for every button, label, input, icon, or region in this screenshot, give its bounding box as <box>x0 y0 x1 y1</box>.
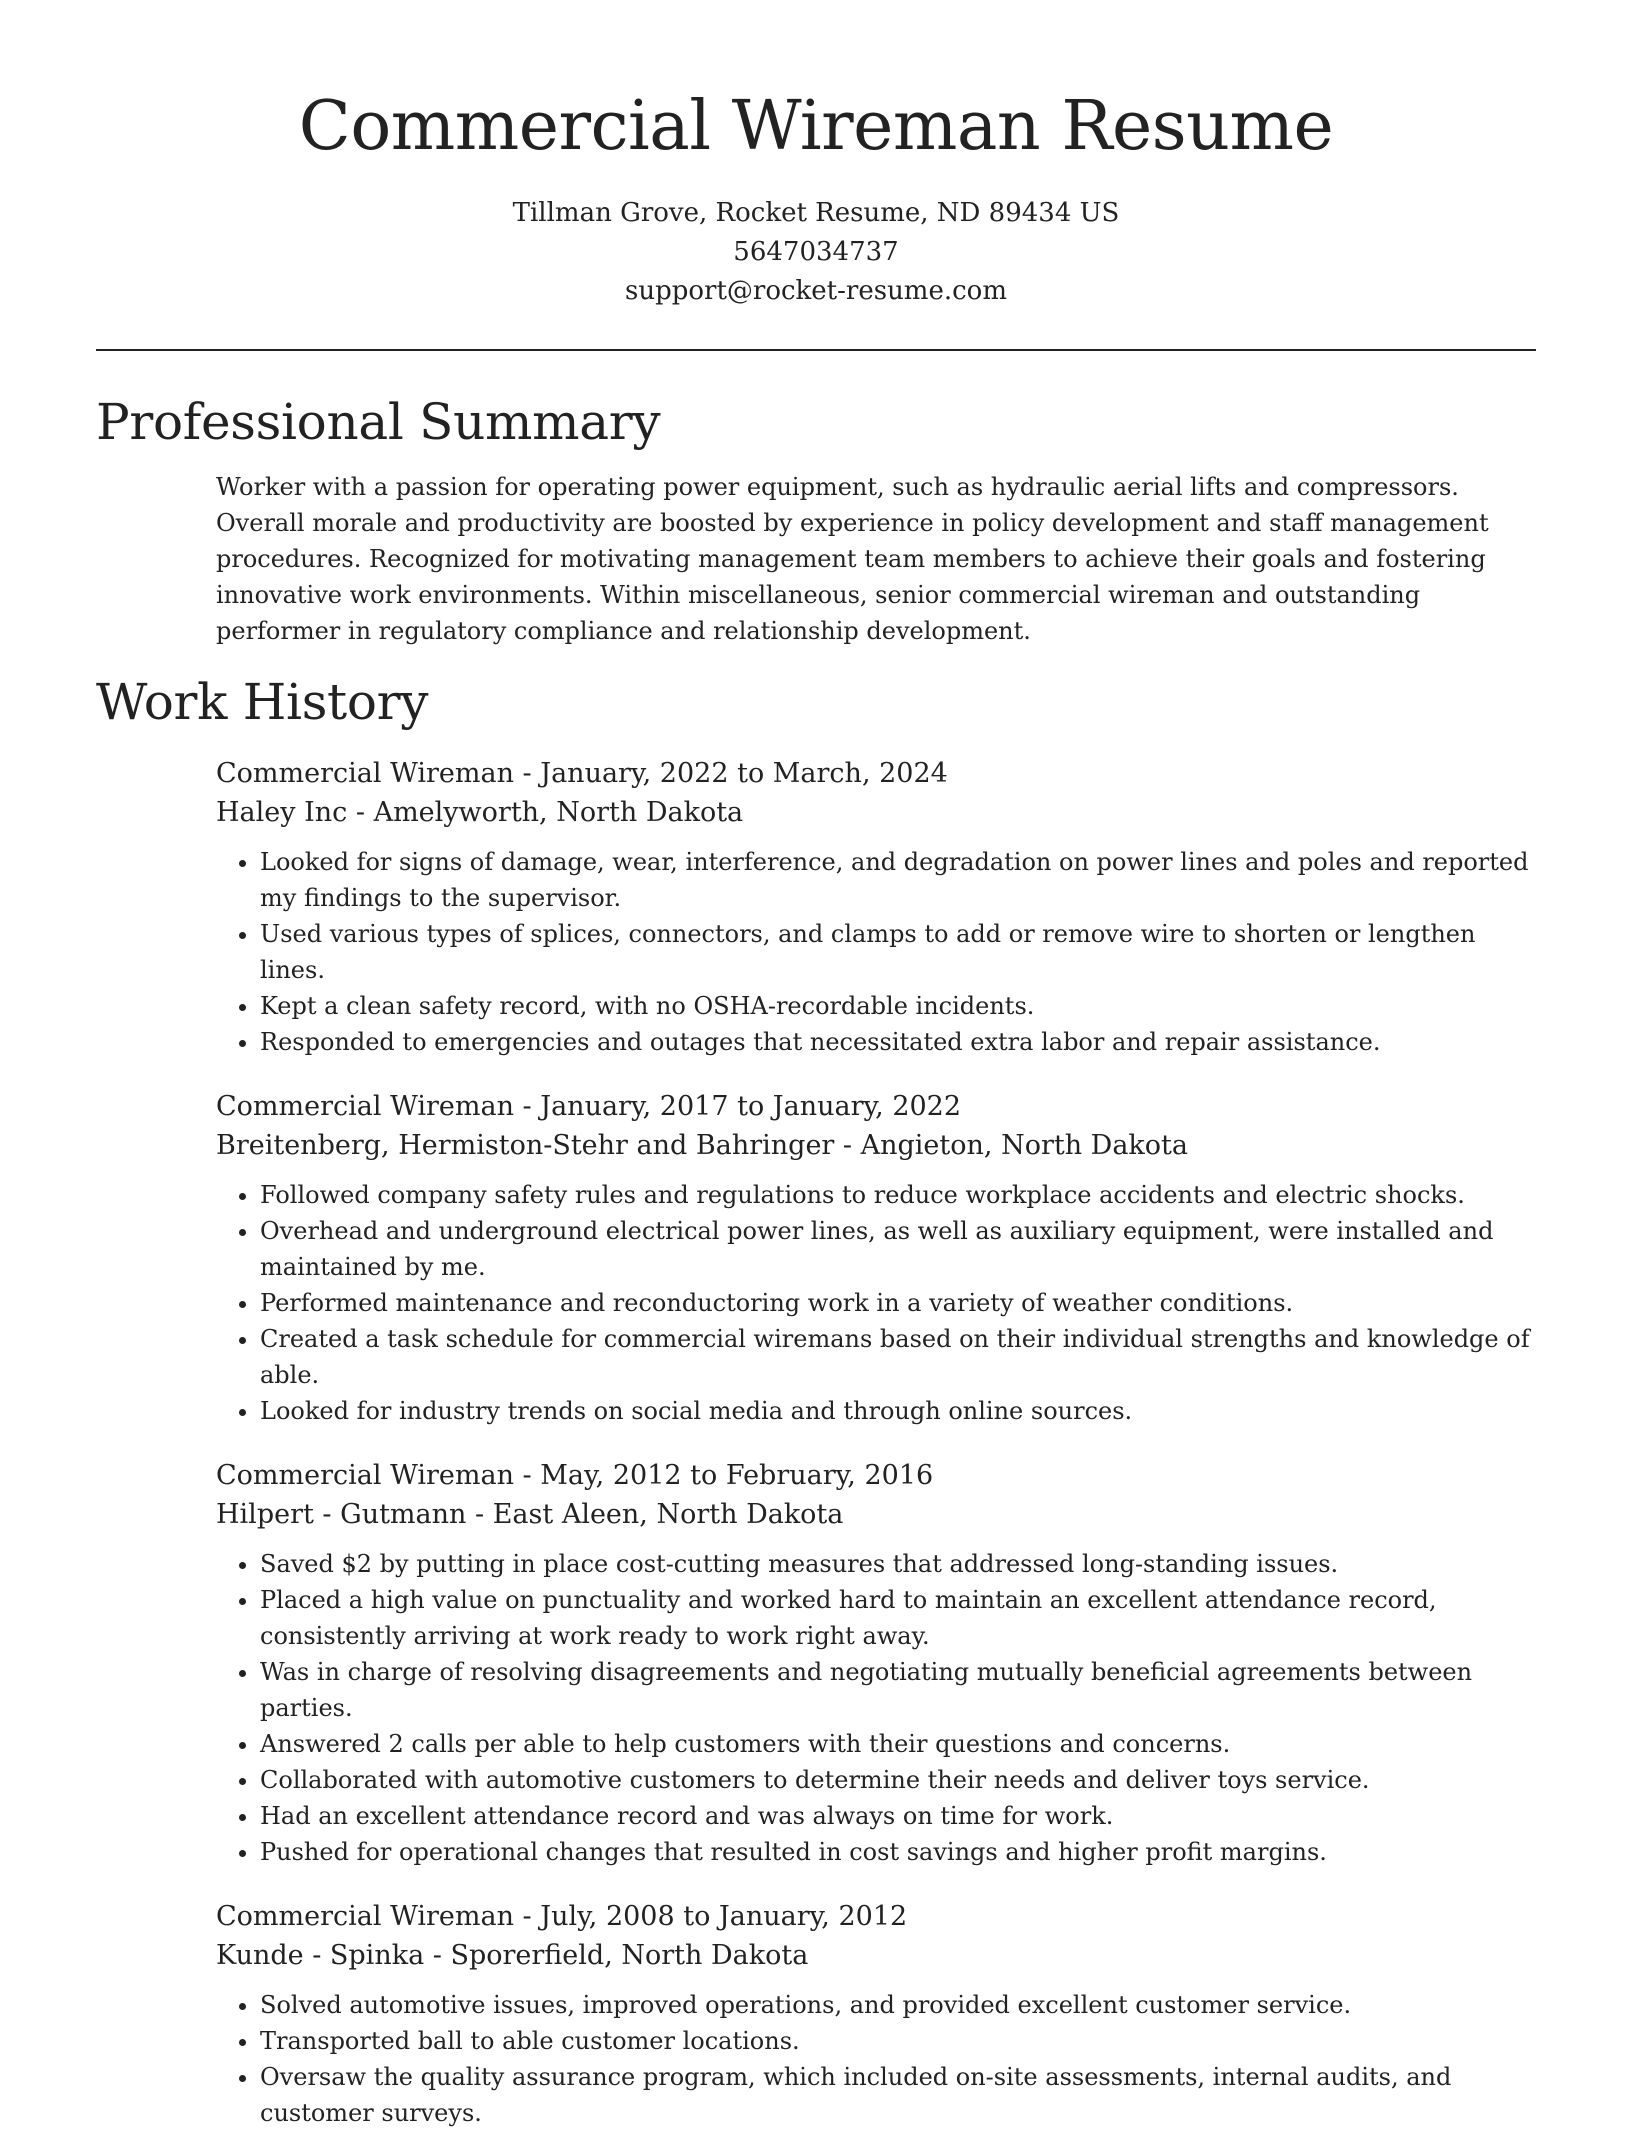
job-dates: May, 2012 to February, 2016 <box>540 1460 934 1491</box>
job-bullet: • Collaborated with automotive customers to determine their needs and deliver toys service. <box>260 1762 1536 1798</box>
job-bullet: • Performed maintenance and reconductoring work in a variety of weather conditions. <box>260 1285 1536 1321</box>
contact-info <box>96 194 1536 311</box>
job-dates: January, 2022 to March, 2024 <box>540 758 948 789</box>
job-bullets <box>216 1546 1536 1870</box>
job-bullets <box>216 844 1536 1060</box>
job-bullet: • Pushed for operational changes that resulted in cost savings and higher profit margins. <box>260 1834 1536 1870</box>
job-bullet: • Answered 2 calls per able to help customers with their questions and concerns. <box>260 1726 1536 1762</box>
job-company: Kunde - Spinka <box>216 1940 425 1971</box>
job-bullets <box>216 1987 1536 2131</box>
job-bullet: • Kept a clean safety record, with no OSHA-recordable incidents. <box>260 988 1536 1024</box>
job-entry <box>216 1898 1536 2131</box>
job-role: Commercial Wireman <box>216 1091 514 1122</box>
job-bullet: • Transported ball to able customer locations. <box>260 2023 1536 2059</box>
job-company-line: Kunde - Spinka - Sporerfield, North Dakota <box>216 1940 809 1971</box>
job-role-line: Commercial Wireman - January, 2022 to March, 2024 <box>216 758 948 789</box>
work-history-heading: Work History <box>96 673 429 731</box>
job-dates: January, 2017 to January, 2022 <box>540 1091 962 1122</box>
header-divider <box>96 349 1536 351</box>
job-bullet: • Was in charge of resolving disagreements and negotiating mutually beneficial agreements between parties. <box>260 1654 1536 1726</box>
job-bullet: • Overhead and underground electrical power lines, as well as auxiliary equipment, were installed and maintained by me. <box>260 1213 1536 1285</box>
job-location: East Aleen, North Dakota <box>492 1499 844 1530</box>
address: Tillman Grove, Rocket Resume, ND 89434 US <box>512 198 1120 228</box>
job-entry <box>216 755 1536 1060</box>
job-bullet: • Followed company safety rules and regulations to reduce workplace accidents and electric shocks. <box>260 1177 1536 1213</box>
job-company-line: Hilpert - Gutmann - East Aleen, North Dakota <box>216 1499 844 1530</box>
job-dates: July, 2008 to January, 2012 <box>540 1901 908 1932</box>
work-history-list <box>96 755 1536 2131</box>
job-company-line: Breitenberg, Hermiston-Stehr and Bahringer - Angieton, North Dakota <box>216 1130 1188 1161</box>
summary-heading: Professional Summary <box>96 393 661 451</box>
job-bullet: • Responded to emergencies and outages that necessitated extra labor and repair assistance. <box>260 1024 1536 1060</box>
job-company: Hilpert - Gutmann <box>216 1499 467 1530</box>
job-location: Angieton, North Dakota <box>860 1130 1188 1161</box>
job-bullet: • Used various types of splices, connectors, and clamps to add or remove wire to shorten or lengthen lines. <box>260 916 1536 988</box>
job-company-line: Haley Inc - Amelyworth, North Dakota <box>216 797 744 828</box>
job-company: Breitenberg, Hermiston-Stehr and Bahringer <box>216 1130 835 1161</box>
job-bullet: • Looked for industry trends on social media and through online sources. <box>260 1393 1536 1429</box>
job-role-line: Commercial Wireman - January, 2017 to January, 2022 <box>216 1091 962 1122</box>
job-location: Sporerfield, North Dakota <box>450 1940 809 1971</box>
job-bullet: • Oversaw the quality assurance program, which included on-site assessments, internal audits, and customer surveys. <box>260 2059 1536 2131</box>
job-bullets <box>216 1177 1536 1429</box>
job-bullet: • Looked for signs of damage, wear, interference, and degradation on power lines and poles and reported my findings to the supervisor. <box>260 844 1536 916</box>
summary-text: Worker with a passion for operating power equipment, such as hydraulic aerial lifts and compressors. Overall morale and productivity are boosted by experience in policy development and staff management procedures. Recognized for motivating management team members to achieve their goals and fostering innovative work environments. Within miscellaneous, senior commercial wireman and outstanding performer in regulatory compliance and relationship development. <box>216 473 1489 645</box>
job-role: Commercial Wireman <box>216 1901 514 1932</box>
phone: 5647034737 <box>733 237 899 267</box>
job-entry <box>216 1088 1536 1429</box>
job-entry <box>216 1457 1536 1870</box>
resume-header <box>96 0 1536 311</box>
job-role-line: Commercial Wireman - July, 2008 to January, 2012 <box>216 1901 908 1932</box>
job-bullet: • Saved $2 by putting in place cost-cutting measures that addressed long-standing issues. <box>260 1546 1536 1582</box>
job-role: Commercial Wireman <box>216 758 514 789</box>
job-bullet: • Placed a high value on punctuality and worked hard to maintain an excellent attendance record, consistently arriving at work ready to work right away. <box>260 1582 1536 1654</box>
job-location: Amelyworth, North Dakota <box>373 797 744 828</box>
resume-title: Commercial Wireman Resume <box>298 87 1334 166</box>
email: support@rocket-resume.com <box>624 276 1007 306</box>
job-bullet: • Had an excellent attendance record and was always on time for work. <box>260 1798 1536 1834</box>
job-bullet: • Solved automotive issues, improved operations, and provided excellent customer service. <box>260 1987 1536 2023</box>
job-bullet: • Created a task schedule for commercial wiremans based on their individual strengths and knowledge of able. <box>260 1321 1536 1393</box>
job-role-line: Commercial Wireman - May, 2012 to February, 2016 <box>216 1460 934 1491</box>
job-role: Commercial Wireman <box>216 1460 514 1491</box>
job-company: Haley Inc <box>216 797 348 828</box>
